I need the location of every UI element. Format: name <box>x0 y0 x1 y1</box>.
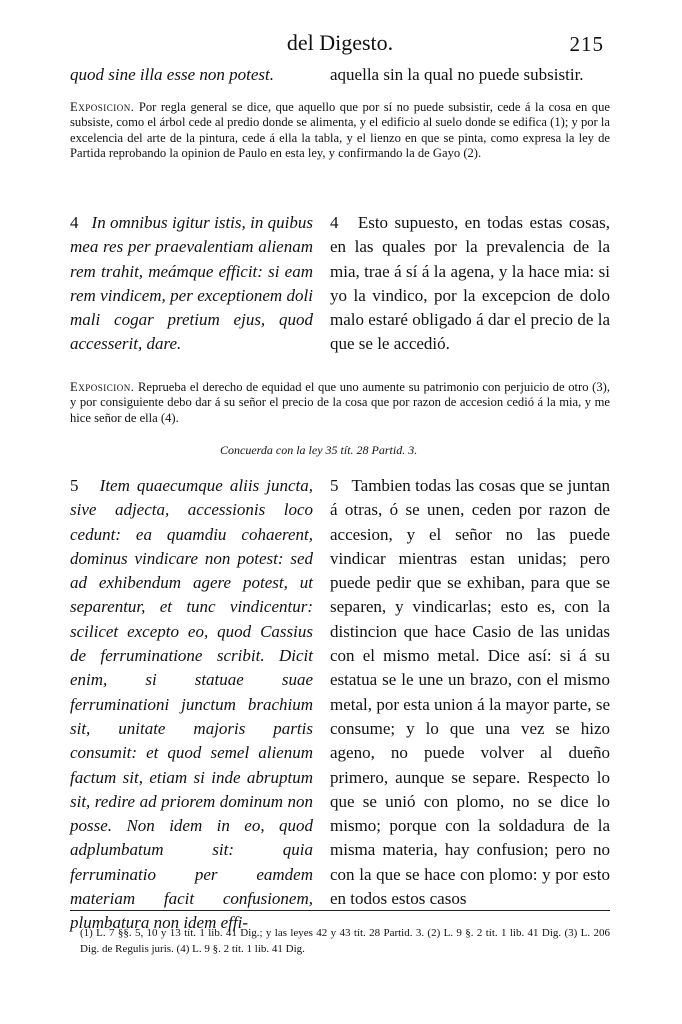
section-number: 4 <box>330 213 339 232</box>
exposicion-label: Exposicion. <box>70 100 135 114</box>
latin-text-section-5: 5 Item quaecumque aliis juncta, sive adjecta, accessionis loco cedunt: ea quamdiu cohaerent, dominus vindicare non potest: sed ad exhibendum agere potest, ut separentur, et tunc vindicentur: scilicet excepto eo, quod Cassius de ferruminatione scribit. Dicit enim, si statuae suae ferruminationi junctum brachium sit, unitate majoris partis consumit: et quod semel alienum factum sit, etiam si inde abruptum sit, redire ad priorem dominum non posse. Non idem in eo, quod adplumbatum sit: quia ferruminatio per eamdem materiam facit confusionem, plumbatura non idem effi- <box>70 476 313 933</box>
exposicion-text: Por regla general se dice, que aquello que por sí no puede subsistir, cede á la cosa en que subsiste, como el árbol cede al predio donde se alimenta, y el edificio al suelo donde se edifica (1); y por la excelencia del arte de la pintura, cede á ella la tabla, y el lienzo en que se pinta, como expresa la ley de Partida reprobando la opinion de Paulo en esta ley, y confirmando la de Gayo (2). <box>70 100 610 160</box>
running-header <box>70 30 610 58</box>
running-title: del Digesto. <box>286 30 394 55</box>
spanish-text-section-3: aquella sin la qual no puede subsistir. <box>330 65 584 84</box>
exposicion-2 <box>70 380 610 426</box>
exposicion-text: Reprueba el derecho de equidad el que uno aumente su patrimonio con perjuicio de otro (3), y por consiguiente debo dar á su señor el precio de la cosa que por razon de accesion cedió á la mia, y me hice señor de ella (4). <box>70 380 610 425</box>
section-number: 5 <box>330 476 339 495</box>
section-number: 5 <box>70 476 79 495</box>
latin-text-section-4: 4 In omnibus igitur istis, in quibus mea res per praevalentiam alienam rem trahit, meámque efficit: si eam rem vindicem, per exceptionem doli mali cogar pretium ejus, quod accesserit, dare. <box>70 213 314 354</box>
footnotes: (1) L. 7 §§. 5, 10 y 13 tít. 1 lib. 41 Dig.; y las leyes 42 y 43 tít. 28 Partid. 3. (2) L. 9 §. 2 tít. 1 lib. 41 Dig. (3) L. 206 Dig. de Regulis juris. (4) L. 9 §. 2 tít. 1 lib. 41 Dig. <box>80 927 610 955</box>
exposicion-label: Exposicion. <box>70 380 135 394</box>
footnote-divider <box>70 910 610 911</box>
latin-text-section-3: quod sine illa esse non potest. <box>70 65 274 84</box>
spanish-text-section-4: 4 Esto supuesto, en todas estas cosas, en las quales por la prevalencia de la mia, trae á sí á la agena, y la hace mia: si yo la vindico, por la excepcion de dolo malo estaré obligado á dar el precio de la que se le accedió. <box>330 213 611 354</box>
page-number: 215 <box>569 32 604 56</box>
spanish-text-section-5: 5 Tambien todas las cosas que se juntan á otras, ó se unen, ceden por razon de accesion, y el señor no las puede vindicar mientras estan unidas; pero puede pedir que se exhiban, para que se separen, y vindicarlas; esto es, con la distincion que hace Casio de las unidas con el mismo metal. Dice así: si á su estatua se le une un brazo, con el mismo metal, por esta union á la mayor parte, se consume; y lo que una vez se hizo ageno, no puede volver al dueño primero, aunque se separe. Respecto lo que se unió con plomo, no se dice lo mismo; porque con la soldadura de la misma materia, hay confusion; pero no con la que se hace con plomo: y por esto en todos estos casos <box>330 476 610 909</box>
section-number: 4 <box>70 213 79 232</box>
concordance-note: Concuerda con la ley 35 tít. 28 Partid. 3. <box>220 443 418 457</box>
exposicion-1 <box>70 100 610 161</box>
